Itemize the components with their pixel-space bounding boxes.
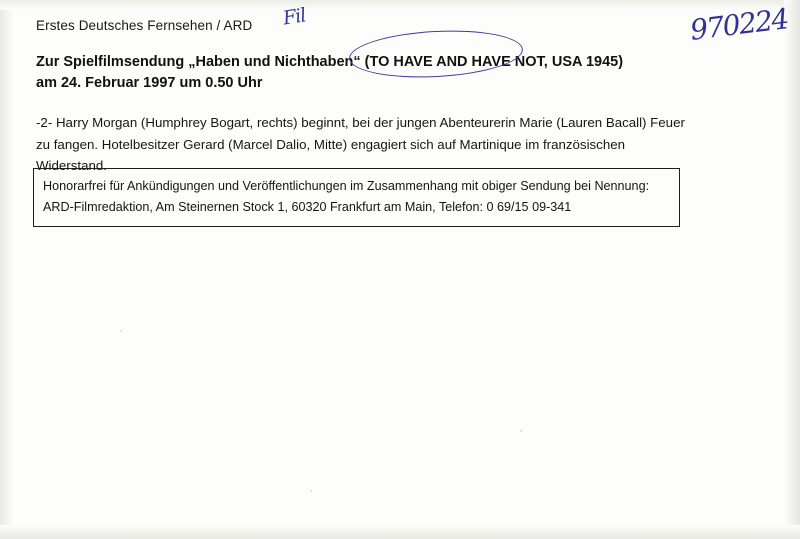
paper-speck	[520, 430, 522, 432]
programme-title-line-1: Zur Spielfilmsendung „Haben und Nichthaben“ (TO HAVE AND HAVE NOT, USA 1945)	[36, 54, 624, 70]
paper-speck	[120, 330, 122, 332]
photo-caption: -2- Harry Morgan (Humphrey Bogart, rechts) beginnt, bei der jungen Abenteurerin Marie (Lauren Bacall) Feuer zu fangen. Hotelbesitzer Gerard (Marcel Dalio, Mitte) engagiert sich auf Martinique im französischen Widerstand.	[36, 115, 685, 174]
paper-speck	[310, 490, 312, 492]
handwritten-signature: Fil	[281, 4, 307, 30]
programme-title-line-2: am 24. Februar 1997 um 0.50 Uhr	[36, 75, 263, 92]
copyright-notice-box	[33, 168, 680, 227]
broadcaster-line: Erstes Deutsches Fernsehen / ARD	[36, 18, 253, 33]
handwritten-reference-number: 970224	[688, 2, 790, 47]
notice-line-1: Honorarfrei für Ankündigungen und Veröffentlichungen im Zusammenhang mit obiger Sendung bei Nennung:	[43, 179, 650, 193]
notice-line-2: ARD-Filmredaktion, Am Steinernen Stock 1, 60320 Frankfurt am Main, Telefon: 0 69/15 09-341	[43, 199, 572, 214]
